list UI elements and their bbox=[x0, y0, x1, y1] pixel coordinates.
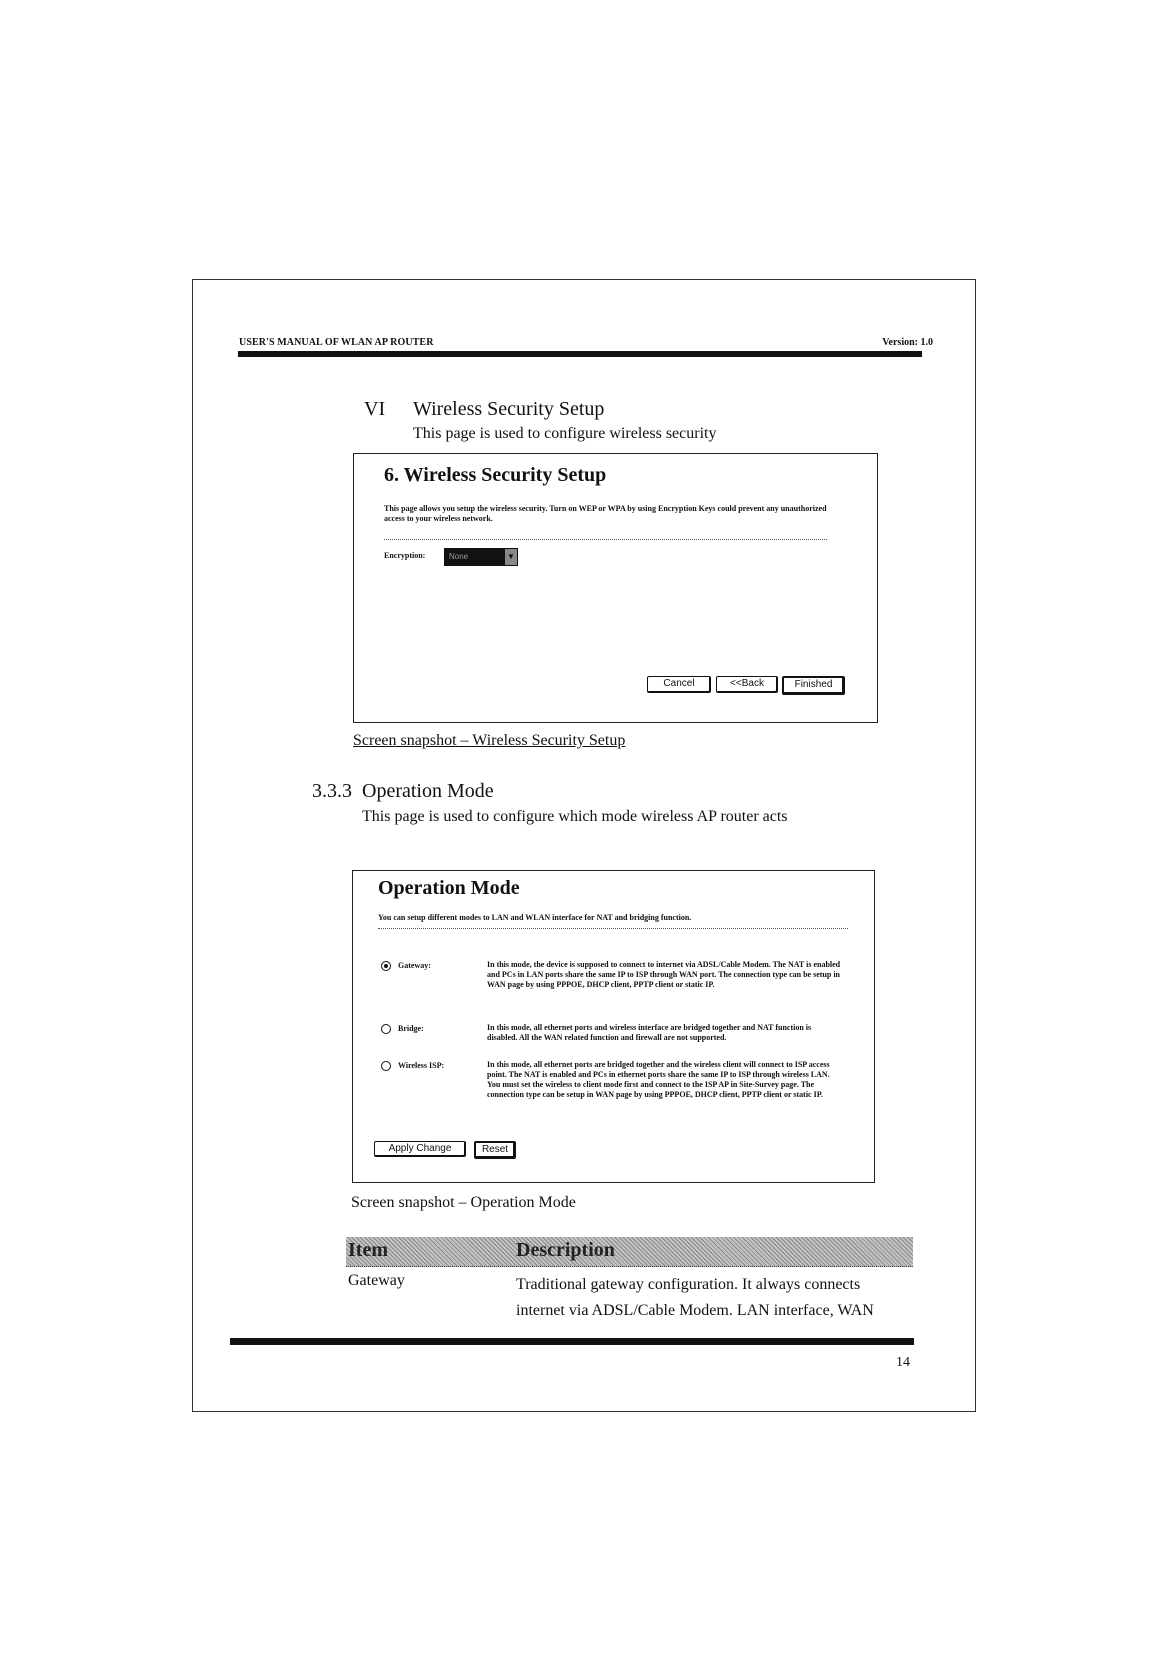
table-header-description: Description bbox=[516, 1239, 615, 1261]
radio-gateway[interactable] bbox=[381, 961, 391, 971]
version-label: Version: 1.0 bbox=[882, 337, 933, 348]
encryption-select[interactable] bbox=[444, 548, 518, 566]
table-row-description: Traditional gateway configuration. It always connects internet via ADSL/Cable Modem. LAN interface, WAN bbox=[516, 1276, 874, 1319]
mode-description: In this mode, the device is supposed to connect to internet via ADSL/Cable Modem. The NAT is enabled and PCs in LAN ports share the same IP to ISP through WAN port. The connection type can be setup in WAN page by using PPPOE, DHCP client, PPTP client or static IP. bbox=[487, 960, 841, 989]
mode-label: Wireless ISP: bbox=[398, 1061, 445, 1070]
page-number: 14 bbox=[896, 1355, 910, 1370]
operation-mode-screenshot bbox=[352, 870, 875, 1183]
subsection-description: This page is used to configure which mode wireless AP router acts bbox=[362, 808, 788, 825]
chevron-down-icon: ▼ bbox=[505, 549, 517, 565]
screenshot-description: You can setup different modes to LAN and WLAN interface for NAT and bridging function. bbox=[378, 913, 692, 922]
manual-title: USER'S MANUAL OF WLAN AP ROUTER bbox=[239, 337, 434, 348]
section-number: VI bbox=[364, 398, 386, 420]
wireless-security-screenshot bbox=[353, 453, 878, 723]
screenshot-title: 6. Wireless Security Setup bbox=[384, 464, 607, 486]
table-header bbox=[346, 1237, 913, 1267]
subsection-number: 3.3.3 bbox=[312, 780, 352, 802]
mode-description: In this mode, all ethernet ports and wireless interface are bridged together and NAT function is disabled. All the WAN related function and firewall are not supported. bbox=[487, 1023, 812, 1042]
radio-bridge[interactable] bbox=[381, 1024, 391, 1034]
apply-change-button[interactable]: Apply Change bbox=[374, 1141, 466, 1157]
table-header-item: Item bbox=[348, 1239, 388, 1261]
mode-label: Bridge: bbox=[398, 1024, 424, 1033]
mode-label: Gateway: bbox=[398, 961, 431, 970]
screenshot-title: Operation Mode bbox=[378, 877, 520, 899]
caption-wireless-security: Screen snapshot – Wireless Security Setup bbox=[353, 732, 626, 749]
reset-button[interactable]: Reset bbox=[474, 1141, 516, 1159]
section-title: Wireless Security Setup bbox=[413, 398, 605, 420]
divider bbox=[384, 539, 827, 540]
footer-rule bbox=[230, 1338, 914, 1345]
cancel-button[interactable]: Cancel bbox=[647, 676, 711, 693]
section-description: This page is used to configure wireless security bbox=[413, 425, 717, 442]
radio-wireless-isp[interactable] bbox=[381, 1061, 391, 1071]
finished-button[interactable]: Finished bbox=[782, 676, 845, 695]
mode-description: In this mode, all ethernet ports are bridged together and the wireless client will connect to ISP access point. The NAT is enabled and PCs in ethernet ports share the same IP to ISP through wireless LAN. You must set the wireless to client mode first and connect to the ISP AP in Site-Survey page. The connection type can be setup in WAN page by using PPPOE, DHCP client, PPTP client or static IP. bbox=[487, 1060, 830, 1099]
caption-operation-mode: Screen snapshot – Operation Mode bbox=[351, 1194, 576, 1211]
table-row-item: Gateway bbox=[348, 1272, 405, 1289]
header-rule bbox=[238, 351, 922, 357]
subsection-title: Operation Mode bbox=[362, 780, 494, 802]
divider bbox=[378, 928, 848, 929]
screenshot-description: This page allows you setup the wireless security. Turn on WEP or WPA by using Encryption Keys could prevent any unauthorized access to your wireless network. bbox=[384, 504, 827, 523]
encryption-label: Encryption: bbox=[384, 551, 426, 560]
encryption-value: None bbox=[449, 552, 469, 561]
back-button[interactable]: <<Back bbox=[716, 676, 778, 693]
